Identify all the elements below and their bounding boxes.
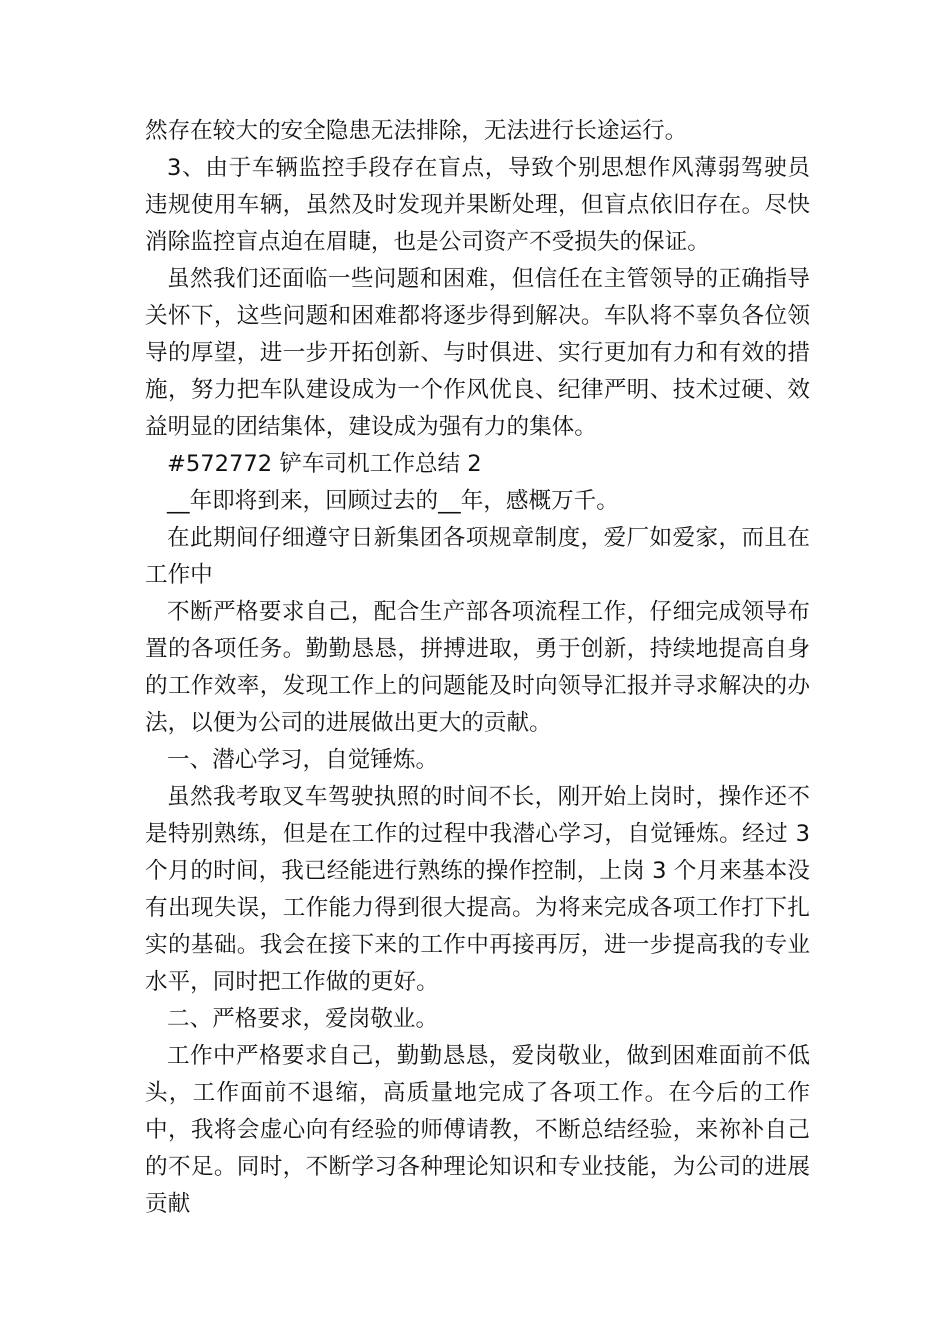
paragraph-item-3: 3、由于车辆监控手段存在盲点，导致个别思想作风薄弱驾驶员违规使用车辆，虽然及时发现并果断处理，但盲点依旧存在。尽快消除监控盲点迫在眉睫，也是公司资产不受损失的保证。 <box>145 155 810 255</box>
subheading-dedication: 二、严格要求，爱岗敬业。 <box>167 1006 439 1032</box>
document-page <box>145 113 810 1223</box>
paragraph-requirements: 不断严格要求自己，配合生产部各项流程工作，仔细完成领导布置的各项任务。勤勤恳恳，拼搏进取，勇于创新，持续地提高自身的工作效率，发现工作上的问题能及时向领导汇报并寻求解决的办法，以便为公司的进展做出更大的贡献。 <box>145 599 810 736</box>
subheading-learning: 一、潜心学习，自觉锤炼。 <box>167 747 439 773</box>
paragraph-learning: 虽然我考取叉车驾驶执照的时间不长，刚开始上岗时，操作还不是特别熟练，但是在工作的过程中我潜心学习，自觉锤炼。经过 3 个月的时间，我已经能进行熟练的操作控制，上岗 3 个月来基本没有出现失误，工作能力得到很大提高。为将来完成各项工作打下扎实的基础。我会在接下来的工作中再接再厉，进一步提高我的专业水平，同时把工作做的更好。 <box>145 784 810 995</box>
paragraph-intro: __年即将到来，回顾过去的__年，感概万千。 <box>167 488 619 514</box>
paragraph-period: 在此期间仔细遵守日新集团各项规章制度，爱厂如爱家，而且在工作中 <box>145 525 810 588</box>
section-title: #572772 铲车司机工作总结 2 <box>167 451 482 477</box>
paragraph-dedication: 工作中严格要求自己，勤勤恳恳，爱岗敬业，做到困难面前不低头，工作面前不退缩，高质量地完成了各项工作。在今后的工作中，我将会虚心向有经验的师傅请教，不断总结经验，来祢补自己的不足。同时，不断学习各种理论知识和专业技能，为公司的进展贡献 <box>145 1043 810 1217</box>
paragraph-conclusion: 虽然我们还面临一些问题和困难，但信任在主管领导的正确指导关怀下，这些问题和困难都将逐步得到解决。车队将不辜负各位领导的厚望，进一步开拓创新、与时俱进、实行更加有力和有效的措施，努力把车队建设成为一个作风优良、纪律严明、技术过硬、效益明显的团结集体，建设成为强有力的集体。 <box>145 266 810 440</box>
paragraph-continued: 然存在较大的安全隐患无法排除，无法进行长途运行。 <box>145 118 688 144</box>
